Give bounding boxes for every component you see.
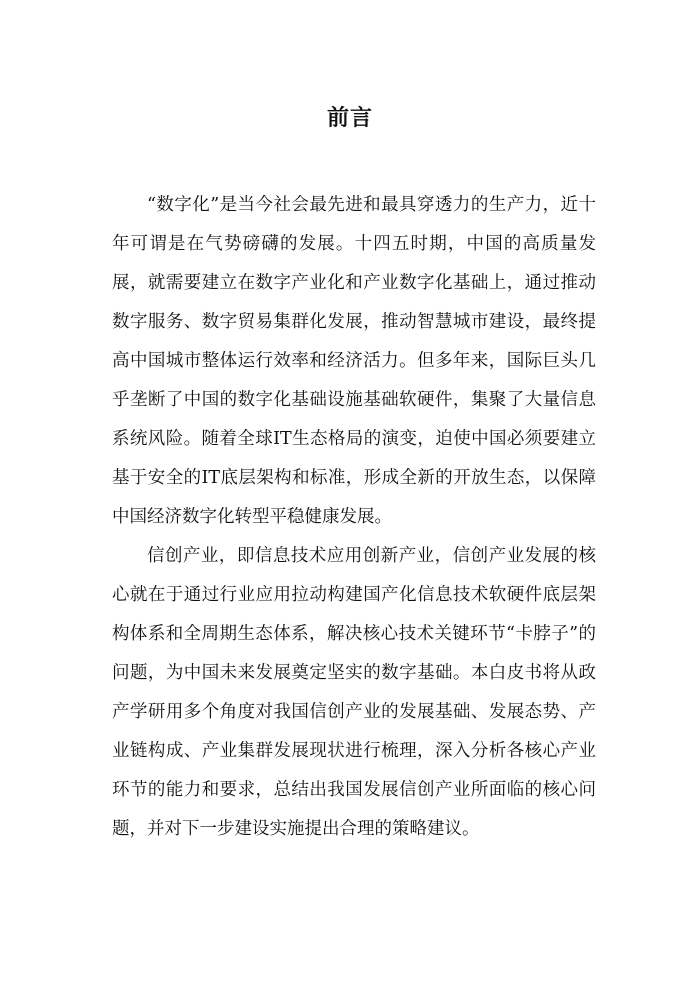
paragraph-2: 信创产业，即信息技术应用创新产业，信创产业发展的核心就在于通过行业应用拉动构建国产化信息技术软硬件底层架构体系和全周期生态体系，解决核心技术关键环节“卡脖子”的问题，为中国未来发展奠定坚实的数字基础。本白皮书将从政产学研用多个角度对我国信创产业的发展基础、发展态势、产业链构成、产业集群发展现状进行梳理，深入分析各核心产业环节的能力和要求，总结出我国发展信创产业所面临的核心问题，并对下一步建设实施提出合理的策略建议。 <box>112 546 596 839</box>
body-text <box>112 186 596 849</box>
page-title: 前言 <box>326 106 373 131</box>
paragraph-1: “数字化”是当今社会最先进和最具穿透力的生产力，近十年可谓是在气势磅礴的发展。十四五时期，中国的高质量发展，就需要建立在数字产业化和产业数字化基础上，通过推动数字服务、数字贸易集群化发展，推动智慧城市建设，最终提高中国城市整体运行效率和经济活力。但多年来，国际巨头几乎垄断了中国的数字化基础设施基础软硬件，集聚了大量信息系统风险。随着全球IT生态格局的演变，迫使中国必须要建立基于安全的IT底层架构和标准，形成全新的开放生态，以保障中国经济数字化转型平稳健康发展。 <box>112 195 596 527</box>
